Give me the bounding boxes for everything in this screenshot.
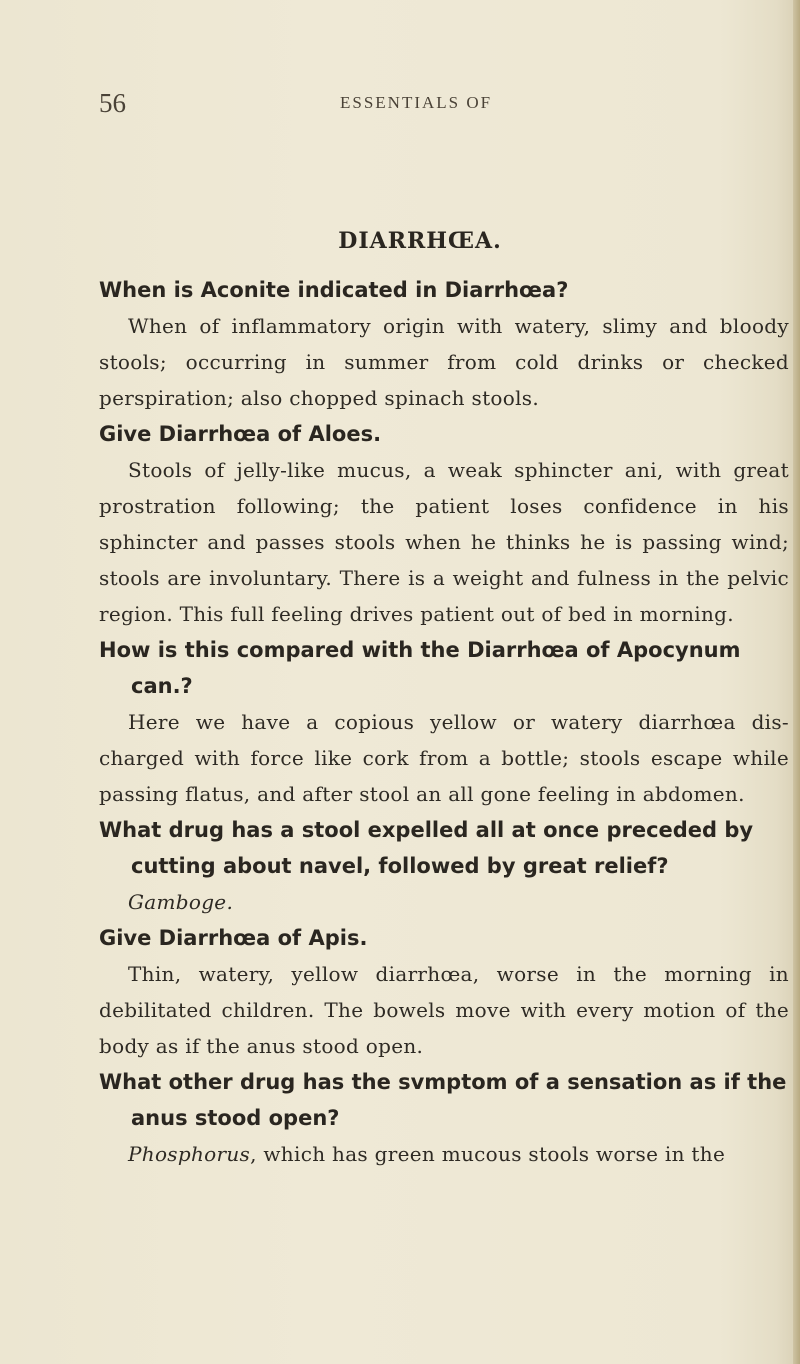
answer-aconite: When of inflammatory origin with watery, slimy and bloody stools; occurring in summer from cold drinks or checked perspiration; also chopped spinach stools. <box>99 314 789 410</box>
answer-aloes: Stools of jelly-like mucus, a weak sphincter ani, with great prostration following; the patient loses confidence in his sphincter and passes stools when he thinks he is passing wind; stools are involuntary. There is a weight and fulness in the pelvic region. This full feeling drives patient out of bed in morning. <box>99 458 789 626</box>
question-anus-open: What other drug has the svmptom of a sensation as if the anus stood open? <box>99 1070 787 1130</box>
answer-phosphorus-text: , which has green mucous stools worse in the <box>250 1142 726 1166</box>
page-header <box>0 88 800 118</box>
answer-phosphorus-drug: Phosphorus <box>128 1142 251 1166</box>
question-aloes: Give Diarrhœa of Aloes. <box>99 422 382 446</box>
running-head: ESSENTIALS OF <box>340 93 493 112</box>
answer-phosphorus <box>99 1136 789 1172</box>
question-aconite: When is Aconite indicated in Diarrhœa? <box>99 278 569 302</box>
question-apis: Give Diarrhœa of Apis. <box>99 926 368 950</box>
section-title: DIARRHŒA. <box>338 228 502 254</box>
answer-apocynum: Here we have a copious yellow or watery diarrhœa dis-charged with force like cork from a bottle; stools escape while passing flatus, and after stool an all gone feeling in abdomen. <box>99 710 789 806</box>
question-apocynum: How is this compared with the Diarrhœa of Apocynum can.? <box>99 638 741 698</box>
answer-gamboge: Gamboge. <box>128 890 234 914</box>
question-gamboge: What drug has a stool expelled all at once preceded by cutting about navel, followed by great relief? <box>99 818 754 878</box>
page-body <box>99 272 789 1172</box>
page-edge <box>793 0 800 1364</box>
page-number: 56 <box>99 88 126 118</box>
answer-apis: Thin, watery, yellow diarrhœa, worse in the morning in debilitated children. The bowels move with every motion of the body as if the anus stood open. <box>99 962 789 1058</box>
